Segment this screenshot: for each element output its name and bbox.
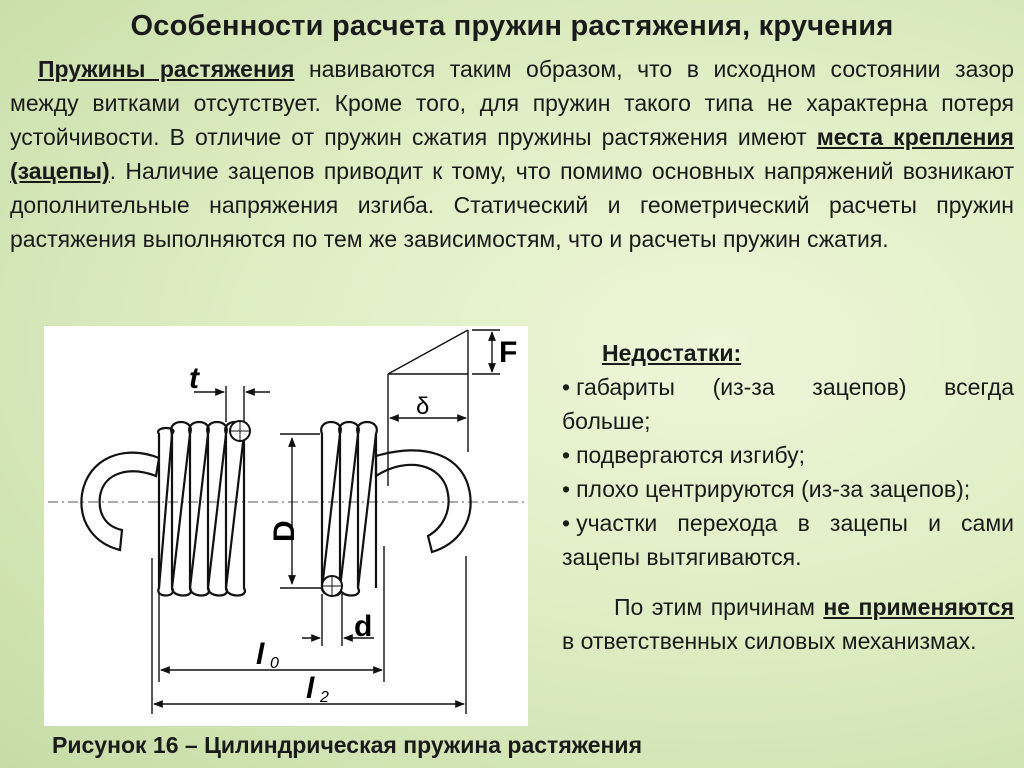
- dimension-D: [280, 434, 322, 588]
- label-l2: l: [306, 672, 315, 705]
- dimension-F: [472, 330, 500, 374]
- list-item: • участки перехода в зацепы и сами зацепы вытягиваются.: [562, 510, 1014, 570]
- intro-text-1: навиваются таким образом, что в исходном состоянии зазор между витками отсутствует. Кроме того, для пружин такого типа не характерна потеря устойчивости. В отличие от пружин сжатия пружины растяжения имеют: [10, 56, 1014, 150]
- disadvantages-heading: Недостатки:: [602, 340, 742, 366]
- spring-drawing: [44, 326, 528, 726]
- label-D: D: [268, 520, 301, 542]
- term-attachment-points: места крепления (зацепы): [10, 124, 1014, 184]
- list-item: • габариты (из-за зацепов) всегда больше;: [562, 374, 1014, 434]
- spring-figure: [44, 326, 528, 726]
- page-title: Особенности расчета пружин растяжения, кручения: [130, 10, 894, 42]
- label-l2-sub: 2: [320, 689, 329, 706]
- conclusion-paragraph: По этим причинам не применяются в ответственных силовых механизмах.: [562, 594, 1015, 654]
- figure-caption: Рисунок 16 – Цилиндрическая пружина растяжения: [52, 732, 642, 758]
- intro-text-2: . Наличие зацепов приводит к тому, что помимо основных напряжений возникают дополнительные напряжения изгиба. Статический и геометрический расчеты пружин растяжения выполняются по тем же зависимостям, что и расчеты пружин сжатия.: [10, 158, 1014, 252]
- term-extension-springs: Пружины растяжения: [38, 56, 295, 82]
- disadvantages-panel: [562, 336, 1014, 658]
- label-t: t: [189, 362, 199, 395]
- label-d: d: [354, 610, 373, 643]
- label-F: F: [499, 336, 518, 369]
- disadvantages-list: [562, 370, 1014, 574]
- list-item: • подвергаются изгибу;: [562, 442, 805, 468]
- conclusion-emphasis: не применяются: [823, 594, 1015, 620]
- intro-paragraph: [10, 52, 1014, 256]
- left-hook: [81, 453, 159, 550]
- right-hook: [376, 450, 471, 552]
- left-coil-group: [158, 422, 245, 596]
- label-l0: l: [256, 638, 265, 671]
- list-item: • плохо центрируются (из-за зацепов);: [562, 476, 971, 502]
- right-coil-group: [321, 422, 377, 596]
- label-l0-sub: 0: [270, 655, 279, 672]
- dimension-t: [194, 386, 270, 422]
- label-delta: δ: [416, 393, 430, 420]
